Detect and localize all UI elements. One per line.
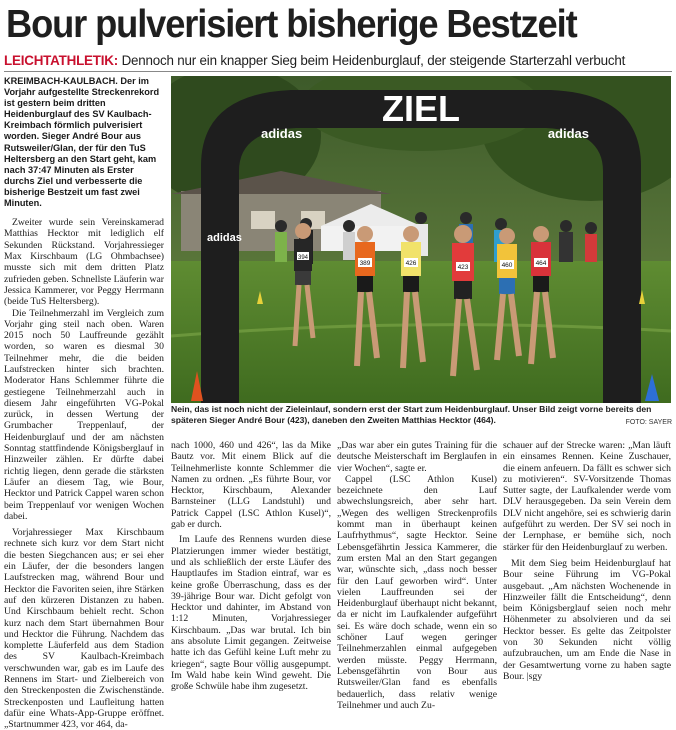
photo-caption: Nein, das ist noch nicht der Zieleinlauf, sondern erst der Start zum Heidenburglauf. Unser Bild zeigt vorne bereits den späteren Sieger André Bour (423), daneben den Zweiten Matthias Hecktor (464).	[171, 404, 652, 425]
bib-number: 460	[501, 262, 513, 269]
paragraph: Zweiter wurde sein Vereinskamerad Matthias Hecktor mit lediglich elf Sekunden Rückstand. Vorjahressieger Max Kirschbaum (LG Ohmbachsee) musste sich mit dem dritten Platz zufrieden geben. Schnellste Läuferin war Jessica Kammerer, vor Peggy Herrmann (beide TuS Heltersberg).	[4, 217, 164, 308]
paragraph: nach 1000, 460 und 426“, las da Mike Bautz vor. Mit einem Blick auf die Teilnehmerliste konnte Schlemmer die Namen zu ordnen. „Es führte Bour, vor Hecktor, Kirschbaum, Alexander Barnsteiner (LLG Landstuhl) und Patrick Cappel (LSC Athlon Kusel)“, gab er durch.	[171, 440, 331, 531]
paragraph: Mit dem Sieg beim Heidenburglauf hat Bour seine Führung im VG-Pokal ausgebaut. „Am nächsten Wochenende in Hinzweiler fällt die Entscheidung“, denn beim Königsberglauf seien noch mehr Höhenmeter zu absolvieren und da sei Hecktor besser. Es gelte das Zeitpolster von 30 Sekunden nicht völlig aufzubrauchen, um am Ende die Nase in der Gesamtwertung vorne zu haben sagte Bour. |sgy	[503, 557, 671, 682]
article-column-2	[171, 440, 331, 695]
bib-number: 389	[359, 260, 371, 267]
paragraph: Cappel (LSC Athlon Kusel) bezeichnete den Lauf abwechslungsreich, aber sehr hart. „Wegen des welligen Streckenprofils kommt man in überhaupt keinen Laufrhythmus“, sagte Hecktor. Seine Lebensgefährtin Jessica Kammerer, die zum ersten Mal an den Start gegangen war, wünschte sich, „dass noch besser für den Lauf geworben wird“. Unter vielen Lauffreunden sei der Heidenburglauf überhaupt nicht bekannt, da er nicht im Laufkalender aufgeführt sei. Es wäre doch schade, wenn ein so schöner Lauf wegen geringer Teilnehmerzahlen einmal aufgegeben werden müsste. Peggy Herrmann, Lebensgefährtin von Bour aus Rutsweiler/Glan fand es ebenfalls bedauerlich, dass relativ wenige Teilnehmer und auch Zu-	[337, 473, 497, 711]
paragraph: Im Laufe des Rennens wurden diese Platzierungen immer wieder bestätigt, und als schließlich der erste Läufer des Hauptlaufes im Stadion eintraf, war es keine große Überraschung, dass es der 39-jährige Bour war. Dicht gefolgt von Hecktor und dahinter, im Abstand von 1:12 Minuten, Vorjahressieger Kirschbaum. „Das war brutal. Ich bin ans absolute Limit gegangen. Zeitweise hatte ich das Gefühl keine Luft mehr zu kriegen“, sagte Bour völlig ausgepumpt. Im Wald habe kein Wind geweht. Die große Schwüle habe ihm zugesetzt.	[171, 534, 331, 693]
article-column-1	[4, 76, 164, 730]
paragraph: Die Teilnehmerzahl im Vergleich zum Vorjahr ging steil nach oben. Waren 2015 noch 50 Lauffreunde gezählt worden, so waren es diesmal 30 Teilnehmer mehr, die die beiden Laufstrecken hinter sich brachten. Moderator Hans Schlemmer führte die gestiegene Teilnehmerzahl auch in diesem Jahr eingeführten VG-Pokal zurück, in dessen Wertung der Grumbacher Treppenlauf, der Heidenburglauf und der am nächsten Sonntag stattfindende Königsberglauf in Hinzweiler zählen. Er dürfte dabei richtig liegen, denn gerade die stärksten Läufer an diesem Tag, wie Bour, Hecktor und Patrick Cappel waren schon beim Treppenlauf vor wenigen Wochen dabei.	[4, 307, 164, 522]
divider	[4, 71, 672, 72]
headline: Bour pulverisiert bisherige Bestzeit	[6, 3, 577, 46]
article-column-3	[337, 440, 497, 711]
bib-number: 423	[457, 264, 469, 271]
paragraph: schauer auf der Strecke waren: „Man läuft ein einsames Rennen. Keine Zuschauer, die einem anfeuern. Da fällt es schwer sich zu motivieren“. SV-Vorsitzende Thomas Sutter sagte, der Laufkalender werde vom DLV herausgegeben. Da sein Verein dem DLV nicht angehöre, sei es schwierig darin aufgeführt zu werden. Der SV sei noch in der Lernphase, er bemühe sich, noch stärker für den Heidenburglauf zu werben.	[503, 440, 671, 553]
section-kicker: LEICHTATHLETIK:	[4, 53, 119, 68]
paragraph: Vorjahressieger Max Kirschbaum rechnete sich kurz vor dem Start nicht die besten Siegchancen aus; er sei eher ein Läufer, der die besonders langen Laufstrecken mag, während Bour und Hecktor die Favoriten seien, ihre Stärken auf den kürzeren Distanzen zu haben. Und Kirschbaum behielt recht. Schon kurz nach dem Start übernahmen Bour und Hecktor die Führung. Nachdem das komplette Läuferfeld aus dem Stadion des SV Kaulbach-Kreimbach verschwunden war, gab es im Laufe des Rennens im Start- und Zielbereich von den Streckenposten die Zwischenstände. Streckenposten und Laufleitung hatten dafür eine Whats-App-Gruppe eröffnet. „Startnummer 423, vor 464, da-	[4, 527, 164, 730]
bib-number: 394	[297, 255, 309, 261]
article-column-4	[503, 440, 671, 695]
arch-brand-right: adidas	[547, 126, 589, 141]
subheadline	[4, 52, 672, 70]
arch-brand-pillar: adidas	[207, 232, 242, 244]
photo-credit: FOTO: SAYER	[625, 419, 672, 426]
photo-illustration	[171, 76, 671, 403]
race-start-photo	[171, 76, 671, 403]
arch-banner-text: ZIEL	[382, 88, 460, 129]
deck: Dennoch nur ein knapper Sieg beim Heidenburglauf, der steigende Starterzahl verbucht	[121, 53, 626, 68]
arch-brand-left: adidas	[261, 126, 303, 141]
bib-number: 426	[405, 260, 417, 267]
bib-number: 464	[535, 260, 547, 267]
paragraph: „Das war aber ein gutes Training für die deutsche Meisterschaft im Berglaufen in vier Wochen“, sagte er.	[337, 440, 497, 474]
lead-paragraph: KREIMBACH-KAULBACH. Der im Vorjahr aufgestellte Streckenrekord ist gestern beim dritten Heidenburglauf des SV Kaulbach-Kreimbach förmlich pulverisiert worden. Sieger André Bour aus Rutsweiler/Glan, der für den TuS Heltersberg an den Start geht, kam nach 37:47 Minuten als Erster durchs Ziel und verbesserte die bisherige Bestzeit um fast zwei Minuten.	[4, 76, 160, 209]
